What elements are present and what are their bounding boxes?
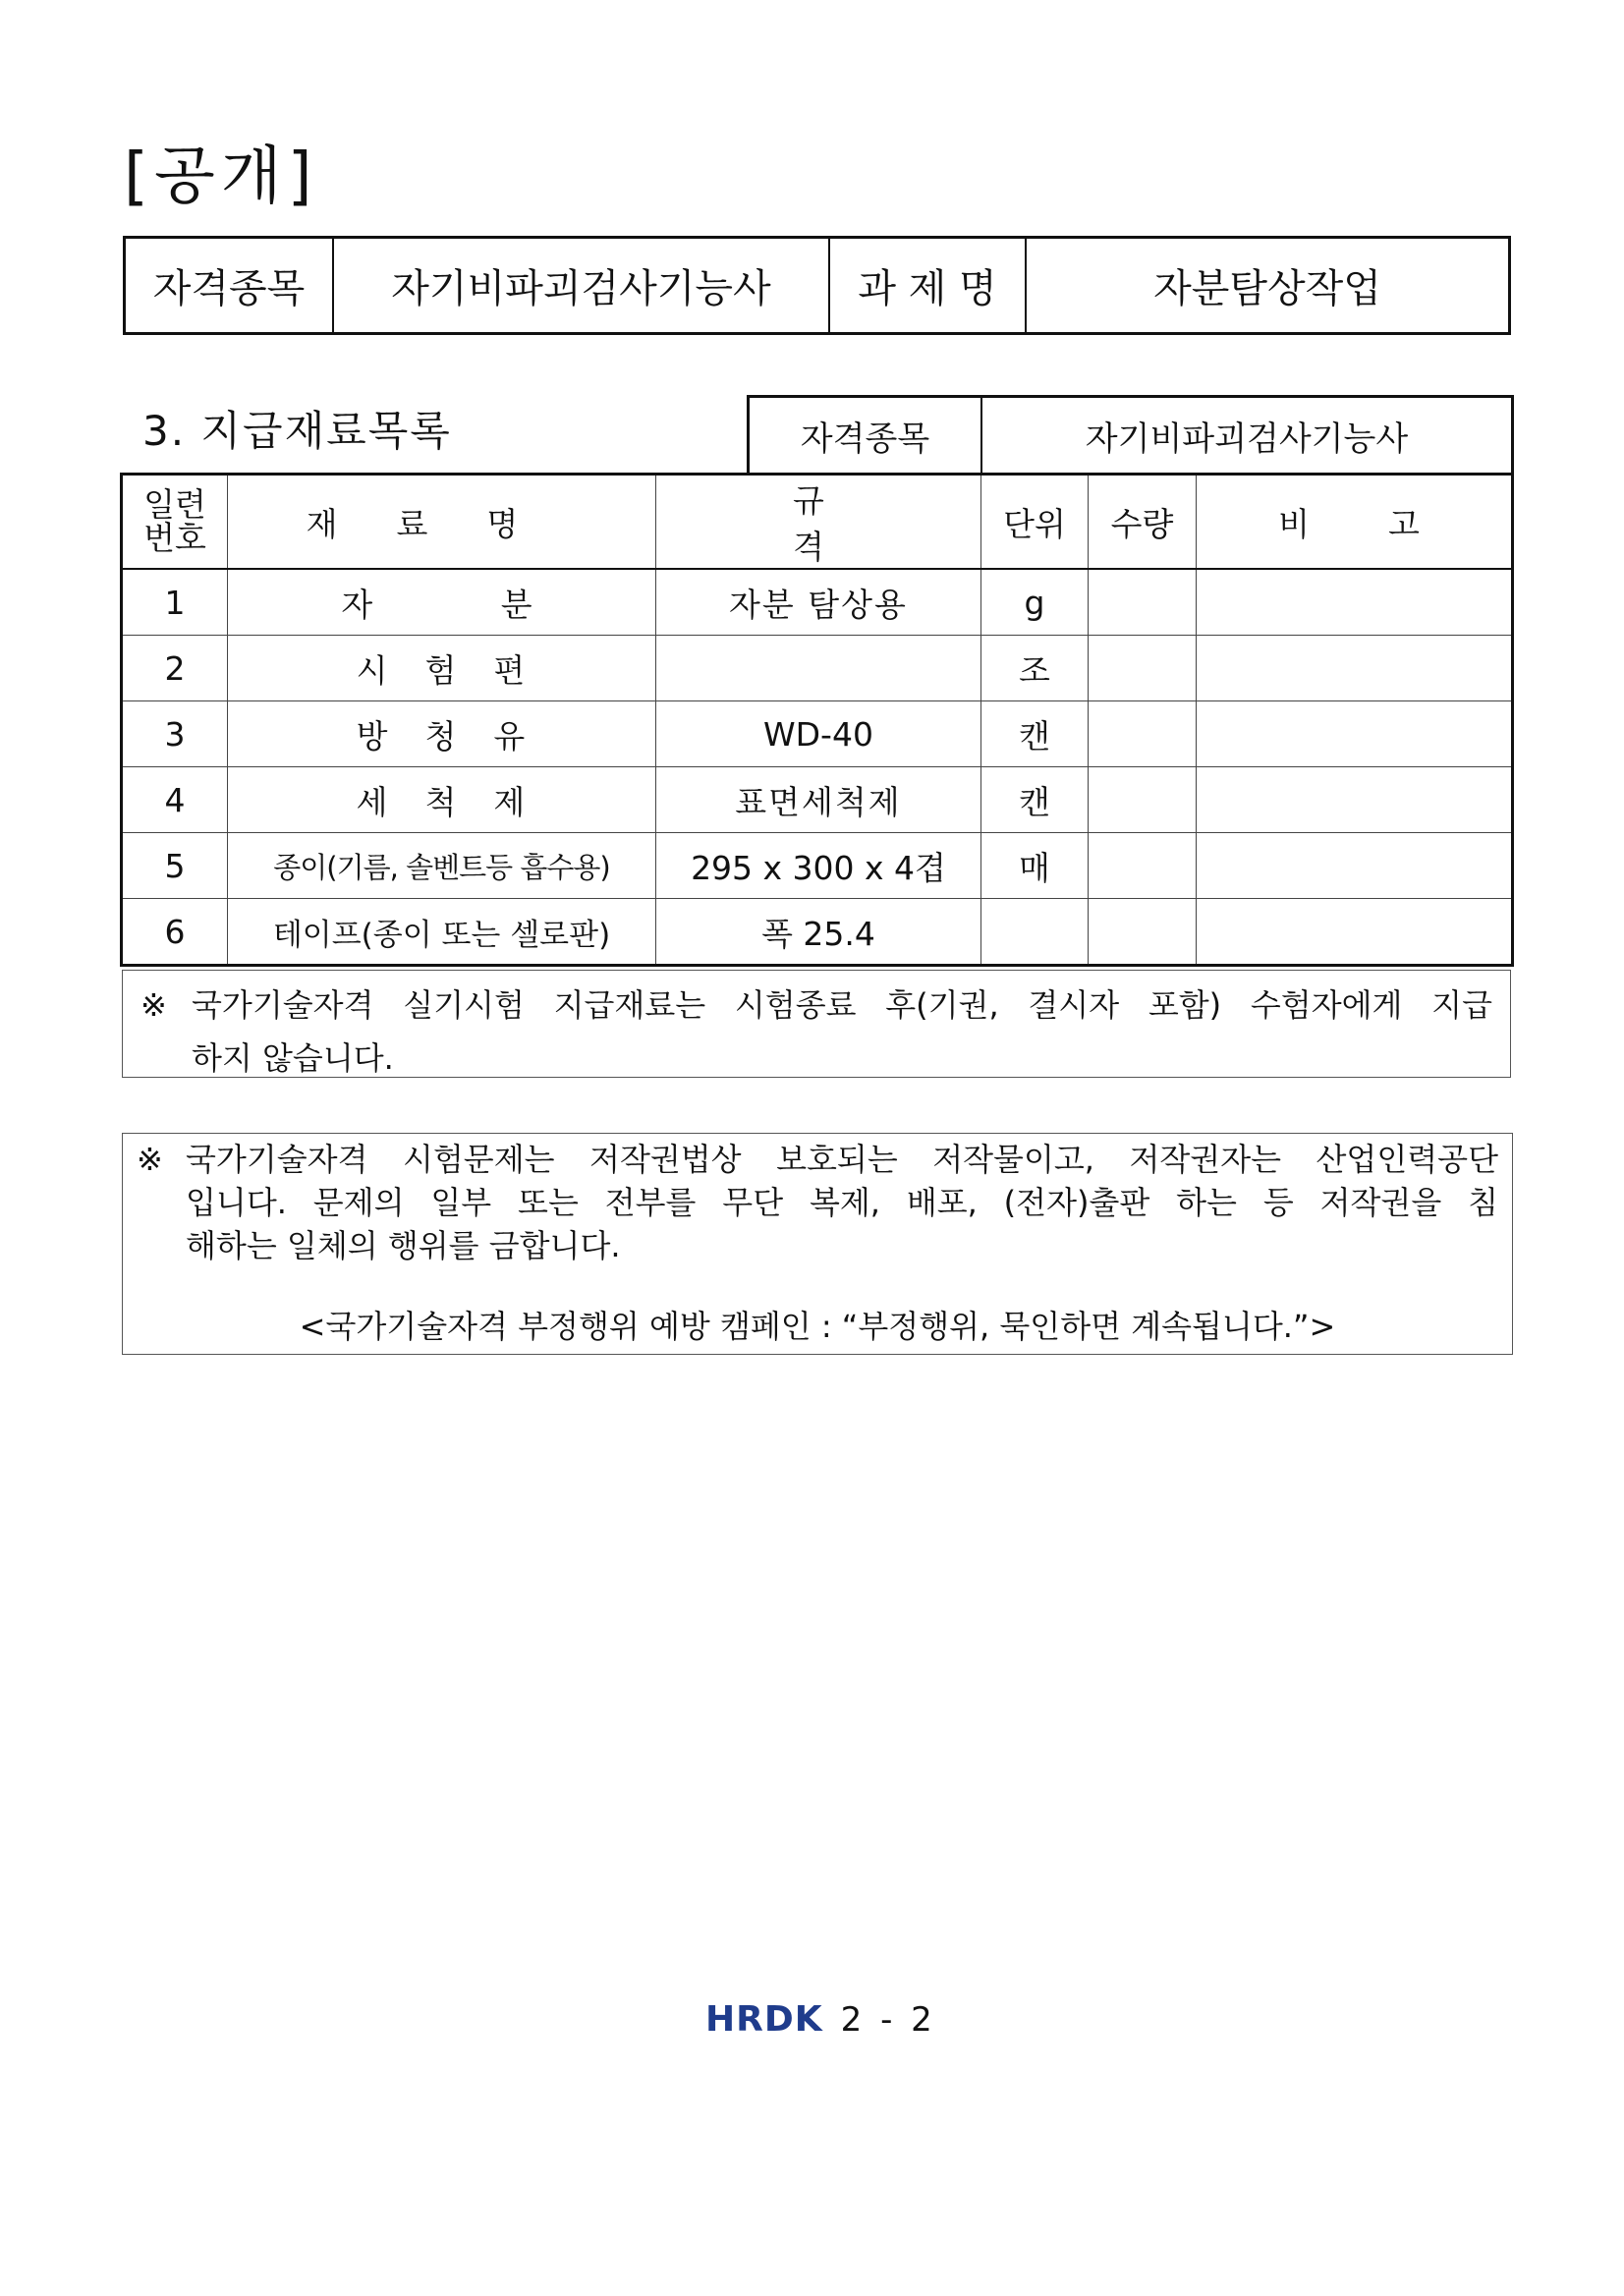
header-note: 비고 xyxy=(1197,475,1513,570)
cell-unit: g xyxy=(981,569,1089,636)
task-value: 자분탐상작업 xyxy=(1153,266,1381,311)
cell-name: 자 분 xyxy=(228,569,656,636)
cell-unit: 매 xyxy=(981,833,1089,899)
header-qty: 수량 xyxy=(1089,475,1197,570)
cell-spec: 자분 탐상용 xyxy=(656,569,981,636)
materials-table xyxy=(120,473,1514,967)
header-unit: 단위 xyxy=(981,475,1089,570)
cell-spec: 표면세척제 xyxy=(656,767,981,833)
task-label: 과 제 명 xyxy=(830,239,1027,332)
cell-note xyxy=(1197,569,1513,636)
notice-line: 국가기술자격 시험문제는 저작권법상 보호되는 저작물이고, 저작권자는 산업인력공단 xyxy=(186,1141,1498,1178)
cell-unit: 캔 xyxy=(981,767,1089,833)
cell-spec xyxy=(656,636,981,701)
cell-spec: WD-40 xyxy=(656,701,981,767)
table-row xyxy=(122,636,1513,701)
header-box xyxy=(123,236,1511,335)
notice-mark: ※ xyxy=(140,986,167,1024)
copyright-notice xyxy=(122,1133,1513,1355)
table-header-row xyxy=(122,475,1513,570)
table-row xyxy=(122,767,1513,833)
table-row xyxy=(122,701,1513,767)
cell-unit xyxy=(981,899,1089,966)
section-qualification-value: 자기비파괴검사기능사 xyxy=(1085,420,1409,459)
cell-unit: 조 xyxy=(981,636,1089,701)
campaign-text: <국가기술자격 부정행위 예방 캠페인 : “부정행위, 묵인하면 계속됩니다.”> xyxy=(299,1308,1336,1345)
header-serial xyxy=(122,475,228,570)
header-spec: 규격 xyxy=(656,475,981,570)
cell-no: 3 xyxy=(122,701,228,767)
table-row xyxy=(122,569,1513,636)
cell-qty xyxy=(1089,701,1197,767)
cell-name: 시험편 xyxy=(228,636,656,701)
header-serial-line2: 번호 xyxy=(143,519,206,557)
cell-name: 종이(기름, 솔벤트등 흡수용) xyxy=(228,833,656,899)
notice-line: 해하는 일체의 행위를 금합니다. xyxy=(186,1227,621,1264)
cell-qty xyxy=(1089,636,1197,701)
cell-name: 테이프(종이 또는 셀로판) xyxy=(228,899,656,966)
cell-qty xyxy=(1089,569,1197,636)
header-serial-line1: 일련 xyxy=(143,485,206,524)
cell-spec: 295 x 300 x 4겹 xyxy=(656,833,981,899)
qualification-value: 자기비파괴검사기능사 xyxy=(334,239,830,332)
notice-line: 하지 않습니다. xyxy=(192,1039,394,1077)
header-name: 재료명 xyxy=(228,475,656,570)
cell-name: 세척제 xyxy=(228,767,656,833)
section-qualification-label: 자격종목 xyxy=(750,398,982,474)
cell-no: 5 xyxy=(122,833,228,899)
supply-notice xyxy=(122,970,1511,1078)
cell-qty xyxy=(1089,767,1197,833)
cell-no: 1 xyxy=(122,569,228,636)
section-qualification-box xyxy=(747,395,1514,474)
hrdk-logo: HRDK xyxy=(705,1999,823,2040)
qualification-label: 자격종목 xyxy=(126,239,334,332)
cell-no: 2 xyxy=(122,636,228,701)
cell-note xyxy=(1197,701,1513,767)
open-label: [공개] xyxy=(124,140,318,213)
section-title: 3. 지급재료목록 xyxy=(142,407,452,455)
cell-no: 4 xyxy=(122,767,228,833)
cell-unit: 캔 xyxy=(981,701,1089,767)
page-number: 2 - 2 xyxy=(840,1999,936,2040)
cell-spec: 폭 25.4 xyxy=(656,899,981,966)
cell-note xyxy=(1197,833,1513,899)
table-row xyxy=(122,833,1513,899)
cell-note xyxy=(1197,767,1513,833)
cell-note xyxy=(1197,636,1513,701)
table-row xyxy=(122,899,1513,966)
notice-line: 국가기술자격 실기시험 지급재료는 시험종료 후(기권, 결시자 포함) 수험자에게 지급 xyxy=(192,986,1492,1024)
cell-qty xyxy=(1089,833,1197,899)
footer xyxy=(705,1999,936,2040)
cell-qty xyxy=(1089,899,1197,966)
cell-note xyxy=(1197,899,1513,966)
cell-no: 6 xyxy=(122,899,228,966)
notice-mark: ※ xyxy=(137,1141,163,1178)
cell-name: 방청유 xyxy=(228,701,656,767)
notice-line: 입니다. 문제의 일부 또는 전부를 무단 복제, 배포, (전자)출판 하는 등 저작권을 침 xyxy=(186,1184,1498,1221)
